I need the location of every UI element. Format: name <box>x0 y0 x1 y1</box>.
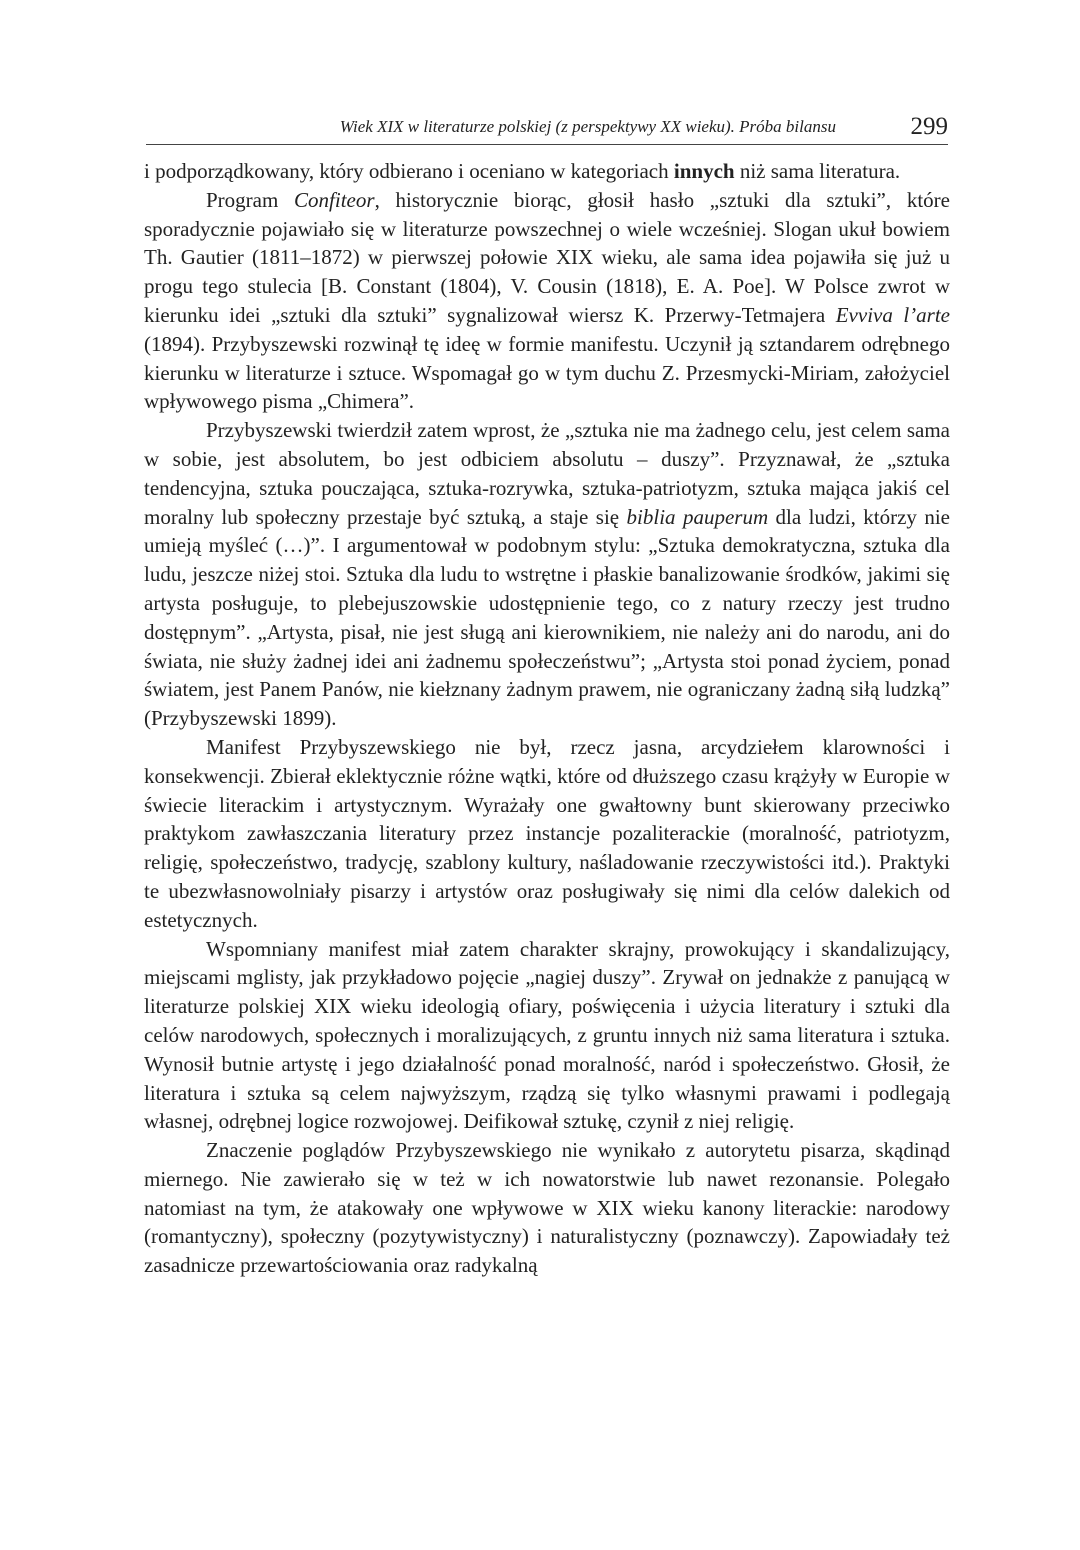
paragraph <box>144 935 950 1137</box>
bold-text: innych <box>673 159 735 183</box>
text-run: (1894). Przybyszewski rozwinął tę ideę w formie manifestu. Uczynił ją sztandarem odrębnego kierunku w literaturze i sztuce. Wspomagał go w tym duchu Z. Przesmycki-Miriam, założyciel wpływowego pisma „Chimera”. <box>144 331 950 414</box>
text-run: i podporządkowany, który odbierano i oceniano w kategoriach <box>144 159 674 183</box>
text-run: , historycznie biorąc, głosił hasło „sztuki dla sztuki”, które sporadycznie pojawiało się w literaturze powszechnej o wiele wcześniej. Slogan ukuł bowiem Th. Gautier (1811–1872) w pierwszej połowie XIX wieku, ale sama idea pojawiła się już u progu tego stulecia [B. Constant (1804), V. Cousin (1818), E. A. Poe]. W Polsce zwrot w kierunku idei „sztuki dla sztuki” sygnalizował wiersz K. Przerwy-Tetmajera <box>144 187 950 327</box>
paragraph <box>144 186 950 416</box>
italic-text: Confiteor <box>294 187 375 212</box>
paragraph <box>144 416 950 733</box>
body-text <box>144 157 950 1280</box>
text-run: Wspomniany manifest miał zatem charakter skrajny, prowokujący i skandalizujący, miejscami mglisty, jak przykładowo pojęcie „nagiej duszy”. Zrywał on jednakże z panującą w literaturze polskiej XIX wieku ideologią ofiary, poświęcenia i użycia literatury i sztuki dla celów narodowych, społecznych i moralizujących, z gruntu innych niż sama literatura i sztuka. Wynosił butnie artystę i jego działalność ponad moralność, naród i społeczeństwo. Głosił, że literatura i sztuka są celem najwyższym, rządzą się tylko własnymi prawami i podlegają własnej, odrębnej logice rozwojowej. Deifikował sztukę, czynił z niej religię. <box>144 936 950 1134</box>
text-run: Program <box>206 187 295 212</box>
text-run: Znaczenie poglądów Przybyszewskiego nie wynikało z autorytetu pisarza, skądinąd miernego. Nie zawierało się w też w ich nowatorstwie lub nawet rezonansie. Polegało natomiast na tym, że atakowały one wpływowe w XIX wieku kanony literackie: narodowy (romantyczny), społeczny (pozytywistyczny) i naturalistyczny (poznawczy). Zapowiadały też zasadnicze przewartościowania oraz radykalną <box>144 1138 950 1278</box>
text-run: niż sama literatura. <box>734 159 901 183</box>
paragraph <box>144 733 950 935</box>
italic-text: biblia pauperum <box>626 504 769 529</box>
italic-text: Evviva l’arte <box>835 302 950 327</box>
text-run: Manifest Przybyszewskiego nie był, rzecz jasna, arcydziełem klarowności i konsekwencji. Zbierał eklektycznie różne wątki, które od dłuższego czasu krążyły w Europie w świecie literackim i artystycznym. Wyrażały one gwałtowny bunt skierowany przeciwko praktykom zawłaszczania literatury przez instancje pozaliterackie (moralność, patriotyzm, religię, społeczeństwo, tradycję, szablony kultury, naśladowanie rzeczywistości itd.). Praktyki te ubezwłasnowolniały pisarzy i artystów oraz posługiwały się nimi dla celów dalekich od estetycznych. <box>144 734 950 932</box>
running-header <box>146 114 948 145</box>
page-number: 299 <box>910 113 948 140</box>
paragraph <box>144 157 950 186</box>
text-run: dla ludzi, którzy nie umieją myśleć (…)”. I argumentował w podobnym stylu: „Sztuka demokratyczna, sztuka dla ludu, jeszcze niżej stoi. Sztuka dla ludu to wstrętne i płaskie banalizowanie środków, jakimi się artysta posługuje, to plebejuszowskie udostępnienie tego, co z natury rzeczy jest trudno dostępnym”. „Artysta, pisał, nie jest sługą ani kierownikiem, nie należy ani do narodu, ani do świata, nie służy żadnej idei ani żadnemu społeczeństwu”; „Artysta stoi ponad życiem, ponad światem, jest Panem Panów, nie kiełznany żadnym prawem, nie ograniczany żadną siłą ludzką” (Przybyszewski 1899). <box>144 504 950 731</box>
text-run: Przybyszewski twierdził zatem wprost, że „sztuka nie ma żadnego celu, jest celem sama w sobie, jest absolutem, bo jest odbiciem absolutu – duszy”. Przyznawał, że „sztuka tendencyjna, sztuka pouczająca, sztuka-rozrywka, sztuka-patriotyzm, sztuka mająca jakiś cel moralny lub społeczny przestaje być sztuką, a staje się <box>144 418 950 529</box>
running-title: Wiek XIX w literaturze polskiej (z perspektywy XX wieku). Próba bilansu <box>339 117 836 136</box>
paragraph <box>144 1136 950 1280</box>
